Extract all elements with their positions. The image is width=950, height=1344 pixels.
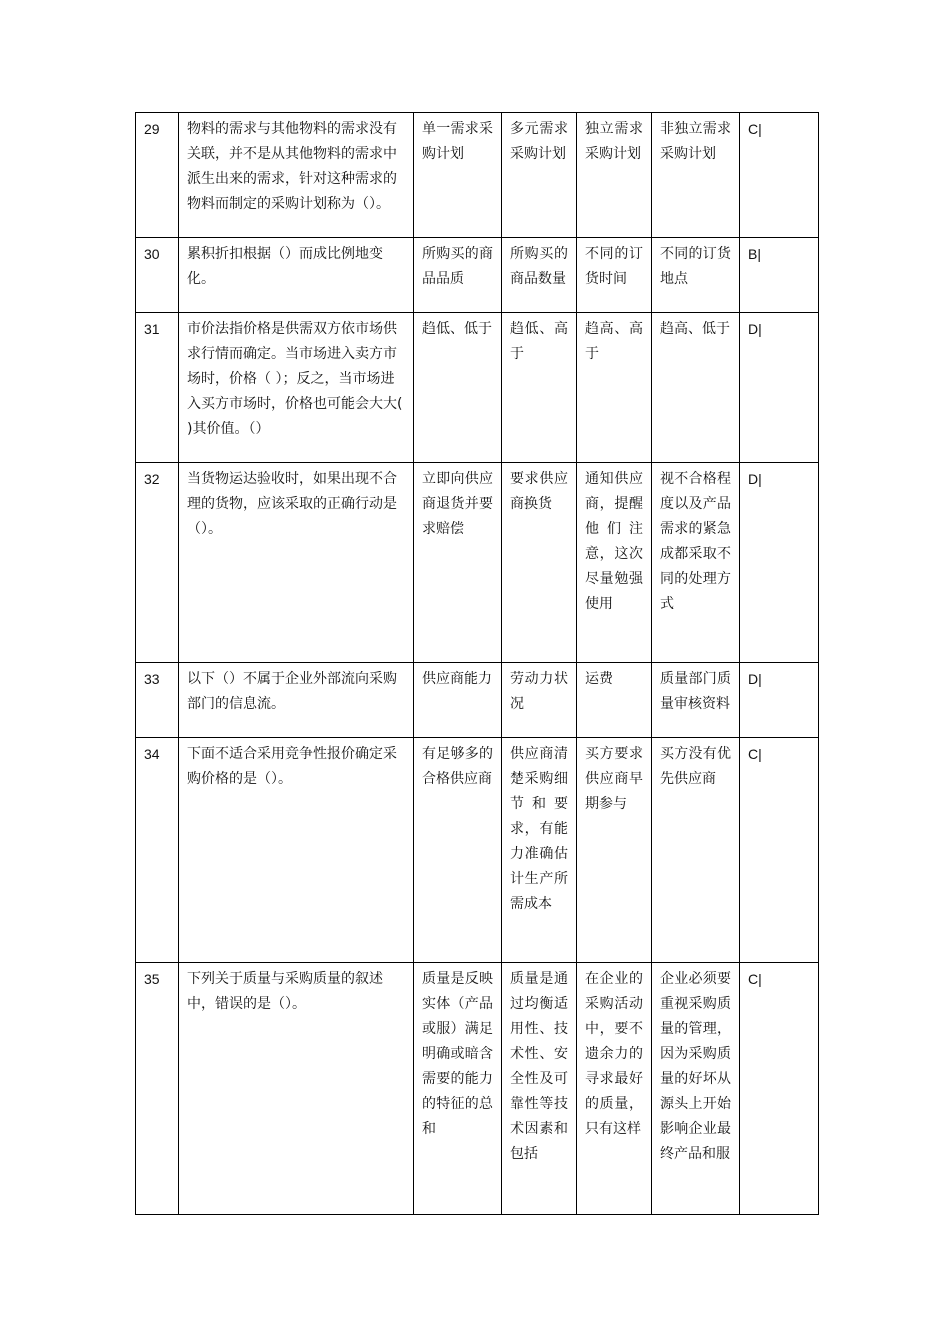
option-d: 趋高、低于: [652, 313, 740, 463]
option-c: 运费: [577, 663, 652, 738]
question-number: 33: [136, 663, 179, 738]
question-number: 30: [136, 238, 179, 313]
answer: D|: [740, 463, 819, 663]
table-row: [136, 963, 819, 1215]
option-d: 买方没有优先供应商: [652, 738, 740, 963]
option-c: 独立需求采购计划: [577, 113, 652, 238]
option-c: 在企业的采购活动中，要不遗余力的寻求最好的质量，只有这样: [585, 971, 643, 1137]
option-a: 立即向供应商退货并要求赔偿: [414, 463, 502, 663]
table-row: [136, 113, 819, 238]
option-c: 买方要求供应商早期参与: [577, 738, 652, 963]
table-row: [136, 738, 819, 963]
question-number: 32: [136, 463, 179, 663]
question-number: 34: [136, 738, 179, 963]
option-a: 趋低、低于: [414, 313, 502, 463]
question-text: 当货物运达验收时，如果出现不合理的货物，应该采取的正确行动是（）。: [179, 463, 414, 663]
option-c: 不同的订货时间: [577, 238, 652, 313]
question-number: 31: [136, 313, 179, 463]
answer: C|: [740, 113, 819, 238]
option-b: 劳动力状况: [502, 663, 577, 738]
table-row: [136, 313, 819, 463]
answer: C|: [740, 738, 819, 963]
answer: D|: [740, 313, 819, 463]
option-b: 质量是通过均衡适用性、技术性、安全性及可靠性等技术因素和包括: [510, 971, 568, 1162]
question-text: 物料的需求与其他物料的需求没有关联，并不是从其他物料的需求中派生出来的需求，针对这种需求的物料而制定的采购计划称为（）。: [179, 113, 414, 238]
answer: B|: [740, 238, 819, 313]
option-a: 单一需求采购计划: [414, 113, 502, 238]
option-d: 不同的订货地点: [652, 238, 740, 313]
answer: D|: [740, 663, 819, 738]
question-text: 下面不适合采用竞争性报价确定采购价格的是（）。: [179, 738, 414, 963]
option-b: 供应商清楚采购细节和要求，有能力准确估计生产所需成本: [502, 738, 577, 963]
answer: C|: [748, 971, 762, 987]
option-d: 质量部门质量审核资料: [652, 663, 740, 738]
option-b: 多元需求采购计划: [502, 113, 577, 238]
question-text: 累积折扣根据（）而成比例地变化。: [179, 238, 414, 313]
question-text: 市价法指价格是供需双方依市场供求行情而确定。当市场进入卖方市场时，价格（ ）；反之，当市场进入买方市场时，价格也可能会大大( )其价值。（）: [179, 313, 414, 463]
option-a: 供应商能力: [414, 663, 502, 738]
question-table: [135, 112, 819, 1215]
question-text: 下列关于质量与采购质量的叙述中，错误的是（）。: [187, 971, 383, 1012]
option-a: 所购买的商品品质: [414, 238, 502, 313]
option-d: 非独立需求采购计划: [652, 113, 740, 238]
table-row: [136, 238, 819, 313]
option-c: 趋高、高于: [577, 313, 652, 463]
option-c: 通知供应商，提醒他们注意，这次尽量勉强使用: [577, 463, 652, 663]
table-row: [136, 663, 819, 738]
table-row: [136, 463, 819, 663]
option-a: 有足够多的合格供应商: [414, 738, 502, 963]
question-number: 35: [144, 971, 160, 987]
question-text: 以下（）不属于企业外部流向采购部门的信息流。: [179, 663, 414, 738]
question-number: 29: [136, 113, 179, 238]
option-b: 要求供应商换货: [502, 463, 577, 663]
option-a: 质量是反映实体（产品或服）满足明确或暗含需要的能力的特征的总和: [422, 971, 493, 1137]
option-d: 企业必须要重视采购质量的管理，因为采购质量的好坏从源头上开始影响企业最终产品和服: [660, 971, 731, 1162]
option-d: 视不合格程度以及产品需求的紧急成都采取不同的处理方式: [652, 463, 740, 663]
option-b: 所购买的商品数量: [502, 238, 577, 313]
option-b: 趋低、高于: [502, 313, 577, 463]
